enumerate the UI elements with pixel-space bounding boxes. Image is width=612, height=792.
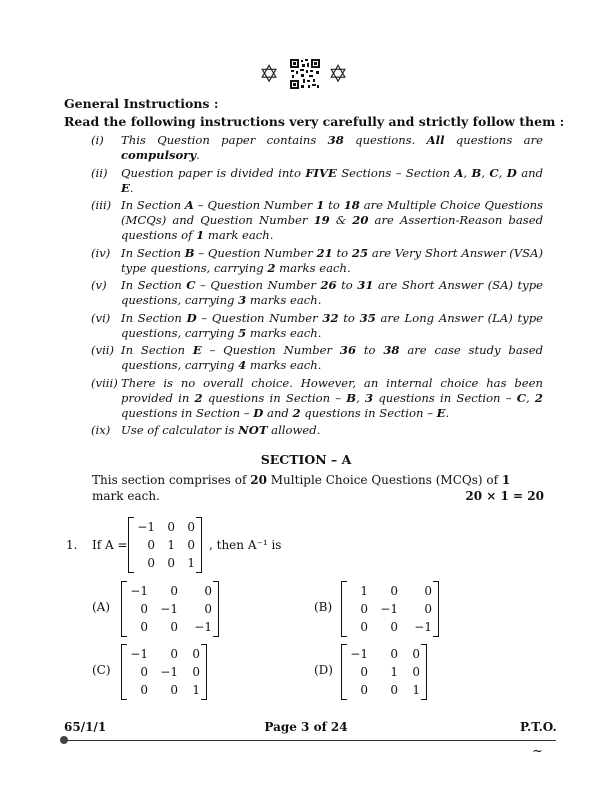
instruction-text [121, 343, 543, 373]
instruction-item [91, 278, 543, 308]
instruction-number: (viii) [91, 375, 118, 390]
instruction-emphasis: B [471, 165, 482, 180]
matrix-entry: 0 [360, 602, 368, 616]
section-question-count: 20 [250, 473, 267, 487]
matrix-entry: −1 [414, 620, 432, 634]
instructions-list [91, 133, 543, 441]
instruction-fragment: – Question Number [194, 245, 317, 260]
question-matrix [128, 517, 202, 573]
instruction-emphasis: 2 [292, 405, 301, 420]
question-prefix: If A = [92, 538, 128, 552]
matrix-entry: 0 [412, 665, 420, 679]
instruction-item [91, 133, 543, 163]
instruction-text [121, 376, 543, 421]
instruction-fragment: There is no overall choice. However, an internal choice has been provided in [121, 375, 543, 405]
option-b-matrix[interactable] [341, 581, 439, 637]
matrix-entry: 0 [360, 683, 368, 697]
matrix-entry: 1 [390, 665, 398, 679]
instruction-text [121, 311, 543, 341]
instruction-emphasis: compulsory [121, 148, 197, 162]
matrix-entry: −1 [350, 647, 368, 661]
matrix-left-bracket [341, 581, 347, 637]
instruction-fragment: marks each. [246, 325, 322, 340]
option-d-matrix[interactable] [341, 644, 427, 700]
matrix-left-bracket [128, 517, 134, 573]
option-c-matrix[interactable] [121, 644, 207, 700]
option-label-b[interactable]: (B) [314, 600, 333, 614]
matrix-entry: 0 [424, 584, 432, 598]
matrix-entry: 0 [412, 647, 420, 661]
instruction-fragment: are Very Short Answer (VSA) type questions, carrying [121, 245, 543, 275]
instruction-emphasis: 1 [316, 198, 325, 212]
instruction-emphasis: All [426, 133, 445, 147]
matrix-left-bracket [341, 644, 347, 700]
instruction-fragment: allowed. [267, 423, 321, 437]
instruction-text [121, 423, 543, 438]
instruction-emphasis: NOT [238, 423, 268, 437]
instruction-text [121, 278, 543, 308]
instruction-item [91, 166, 543, 196]
instruction-emphasis: 2 [267, 260, 276, 275]
instruction-fragment: , [526, 390, 535, 405]
matrix-entry: −1 [130, 584, 148, 598]
instruction-emphasis: 31 [357, 278, 374, 292]
instruction-item [91, 198, 543, 243]
instruction-fragment: Sections – Section [336, 165, 455, 180]
instruction-fragment: , [463, 165, 472, 180]
instruction-emphasis: E [436, 405, 446, 420]
matrix-entry: 0 [170, 683, 178, 697]
instruction-fragment: – Question Number [196, 310, 323, 325]
matrix-entry: 1 [187, 556, 195, 570]
instruction-fragment: Question paper is divided into [121, 165, 306, 180]
instruction-fragment: mark each. [204, 228, 274, 242]
matrix-entry: 0 [147, 556, 155, 570]
instruction-fragment: In Section [121, 343, 193, 357]
instruction-fragment: & [329, 213, 353, 227]
matrix-left-bracket [121, 581, 127, 637]
instruction-number: (v) [91, 278, 107, 292]
instruction-fragment: are case study based questions, carrying [121, 343, 543, 372]
page-header [0, 58, 612, 92]
matrix-entry: 0 [390, 683, 398, 697]
instruction-emphasis: 5 [238, 325, 247, 340]
matrix-entry: 0 [192, 647, 200, 661]
matrix-entry: 0 [147, 538, 155, 552]
paper-code: 65/1/1 [64, 720, 107, 734]
option-label-d[interactable]: (D) [314, 663, 333, 677]
section-desc-text: Multiple Choice Questions (MCQs) of [266, 473, 502, 487]
instruction-emphasis: E [121, 180, 130, 195]
instruction-emphasis: 21 [316, 245, 333, 260]
instruction-number: (ix) [91, 423, 111, 437]
matrix-right-bracket [433, 581, 439, 637]
matrix-entry: −1 [160, 602, 178, 616]
instruction-emphasis: 38 [327, 133, 344, 147]
instruction-fragment: – Question Number [195, 278, 321, 292]
option-label-c[interactable]: (C) [92, 663, 111, 677]
matrix-entry: 0 [170, 620, 178, 634]
instruction-fragment: questions in Section – [121, 405, 254, 420]
instruction-fragment: . [129, 180, 134, 195]
matrix-left-bracket [121, 644, 127, 700]
general-instructions-title: General Instructions : [64, 96, 219, 111]
tilde-mark: ~ [532, 744, 543, 759]
instruction-fragment: to [338, 310, 360, 325]
matrix-entry: 0 [360, 665, 368, 679]
instruction-item [91, 423, 543, 438]
page-number: Page 3 of 24 [264, 720, 348, 734]
matrix-entry: 0 [390, 620, 398, 634]
instruction-fragment: This Question paper contains [121, 133, 328, 147]
star-of-david-icon: ✡ [328, 60, 349, 88]
instruction-fragment: to [324, 198, 344, 212]
matrix-right-bracket [201, 644, 207, 700]
instruction-fragment: to [332, 245, 352, 260]
instruction-emphasis: 20 [352, 213, 369, 227]
matrix-entry: 0 [170, 647, 178, 661]
section-marks: 20 × 1 = 20 [465, 489, 544, 503]
instruction-emphasis: A [454, 165, 464, 180]
option-a-matrix[interactable] [121, 581, 219, 637]
instruction-emphasis: 32 [322, 310, 339, 325]
matrix-entry: −1 [130, 647, 148, 661]
matrix-entry: 0 [424, 602, 432, 616]
instruction-emphasis: C [516, 390, 526, 405]
matrix-entry: 0 [187, 538, 195, 552]
instruction-fragment: questions in Section – [300, 405, 437, 420]
instruction-emphasis: 38 [383, 343, 400, 357]
instruction-text [121, 198, 543, 243]
matrix-entry: 0 [204, 584, 212, 598]
matrix-entry: 0 [360, 620, 368, 634]
matrix-entry: 1 [167, 538, 175, 552]
matrix-entry: −1 [160, 665, 178, 679]
instruction-emphasis: 4 [238, 358, 247, 372]
instruction-fragment: questions in Section – [373, 390, 517, 405]
matrix-entry: 0 [204, 602, 212, 616]
instruction-emphasis: B [346, 390, 357, 405]
instruction-fragment: are Short Answer (SA) type questions, carrying [121, 278, 543, 307]
instruction-fragment: marks each. [275, 260, 351, 275]
instruction-fragment: questions are [444, 133, 543, 147]
section-desc-text: This section comprises of [92, 473, 251, 487]
instruction-emphasis: B [184, 245, 195, 260]
matrix-entry: 0 [140, 683, 148, 697]
instruction-fragment: to [336, 278, 358, 292]
footer-divider [64, 740, 556, 741]
matrix-entry: 0 [187, 520, 195, 534]
instruction-emphasis: 3 [238, 293, 247, 307]
instruction-emphasis: D [253, 405, 264, 420]
question-suffix: , then A⁻¹ is [209, 538, 282, 552]
instruction-emphasis: 35 [359, 310, 376, 325]
instruction-fragment: marks each. [246, 293, 322, 307]
instruction-fragment: and [516, 165, 543, 180]
instruction-number: (vi) [91, 310, 111, 325]
instruction-item [91, 311, 543, 341]
instruction-number: (iii) [91, 198, 112, 212]
instruction-number: (vii) [91, 343, 115, 357]
instruction-emphasis: 19 [313, 213, 330, 227]
matrix-entry: 0 [390, 647, 398, 661]
instruction-emphasis: 26 [320, 278, 337, 292]
instruction-number: (iv) [91, 245, 111, 260]
instruction-item [91, 343, 543, 373]
instruction-emphasis: 36 [339, 343, 357, 357]
matrix-entry: −1 [194, 620, 212, 634]
option-label-a[interactable]: (A) [92, 600, 111, 614]
matrix-entry: 0 [192, 665, 200, 679]
section-mark-value: 1 [501, 473, 511, 487]
matrix-entry: −1 [137, 520, 155, 534]
instruction-fragment: questions. [343, 133, 427, 147]
instruction-emphasis: 3 [365, 390, 374, 405]
instruction-text [121, 166, 543, 196]
read-instructions-line: Read the following instructions very carefully and strictly follow them : [64, 114, 565, 129]
instruction-text [121, 246, 543, 276]
instruction-item [91, 246, 543, 276]
instruction-fragment: are Assertion-Reason based questions of [121, 213, 543, 242]
instruction-fragment: In Section [121, 310, 187, 325]
instruction-item [91, 376, 543, 421]
instruction-emphasis: 2 [534, 390, 543, 405]
instruction-emphasis: 2 [194, 390, 203, 405]
instruction-emphasis: 18 [343, 198, 360, 212]
matrix-entry: 0 [140, 665, 148, 679]
instruction-fragment: In Section [121, 198, 185, 212]
instruction-number: (ii) [91, 165, 108, 180]
instruction-emphasis: C [186, 278, 196, 292]
instruction-text [121, 133, 543, 163]
instruction-number: (i) [91, 133, 104, 147]
instruction-fragment: , [356, 390, 366, 405]
matrix-entry: 0 [167, 556, 175, 570]
matrix-right-bracket [421, 644, 427, 700]
instruction-fragment: . [196, 148, 200, 162]
instruction-fragment: and [263, 405, 293, 420]
matrix-entry: 0 [390, 584, 398, 598]
matrix-entry: 1 [412, 683, 420, 697]
instruction-fragment: are Long Answer (LA) type questions, carrying [121, 310, 543, 340]
instruction-fragment: – Question Number [193, 198, 317, 212]
instruction-emphasis: 1 [196, 228, 205, 242]
instruction-fragment: . [445, 405, 450, 420]
qr-code-icon [289, 58, 321, 90]
instruction-fragment: – Question Number [201, 343, 340, 357]
instruction-fragment: marks each. [246, 358, 322, 372]
matrix-entry: −1 [380, 602, 398, 616]
matrix-entry: 0 [140, 602, 148, 616]
instruction-fragment: , [481, 165, 490, 180]
instruction-emphasis: E [192, 343, 202, 357]
matrix-entry: 0 [170, 584, 178, 598]
instruction-fragment: Use of calculator is [121, 423, 239, 437]
matrix-entry: 1 [360, 584, 368, 598]
instruction-emphasis: 25 [351, 245, 369, 260]
matrix-entry: 0 [140, 620, 148, 634]
matrix-right-bracket [213, 581, 219, 637]
instruction-fragment: to [356, 343, 384, 357]
instruction-emphasis: C [489, 165, 499, 180]
instruction-fragment: questions in Section – [202, 390, 347, 405]
instruction-emphasis: D [186, 310, 197, 325]
section-description [92, 472, 544, 504]
instruction-fragment: are Multiple Choice Questions (MCQs) and Question Number [121, 198, 543, 227]
matrix-entry: 0 [167, 520, 175, 534]
instruction-emphasis: D [506, 165, 517, 180]
pto-label: P.T.O. [520, 720, 557, 734]
section-title: SECTION – A [260, 452, 352, 467]
question-number: 1. [66, 538, 78, 552]
instruction-emphasis: FIVE [305, 165, 337, 180]
instruction-fragment: In Section [121, 278, 187, 292]
section-desc-text: mark each. [92, 489, 160, 503]
star-of-david-icon: ✡ [259, 60, 280, 88]
matrix-entry: 1 [192, 683, 200, 697]
instruction-fragment: , [498, 165, 507, 180]
bullet-dot-icon [60, 736, 68, 744]
instruction-emphasis: A [184, 198, 194, 212]
matrix-right-bracket [196, 517, 202, 573]
instruction-fragment: In Section [121, 245, 185, 260]
